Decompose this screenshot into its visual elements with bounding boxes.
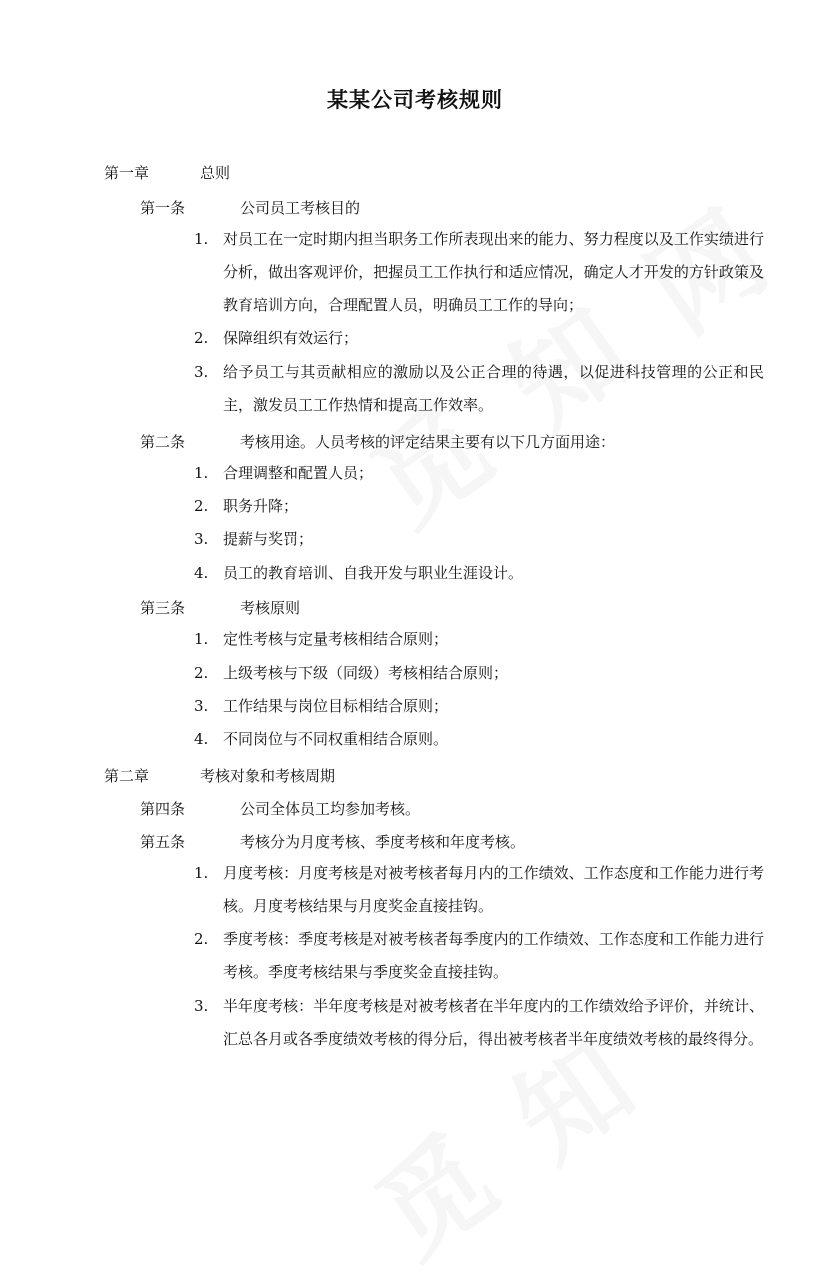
list-item — [194, 322, 764, 355]
item-number: 3. — [194, 530, 209, 548]
list-item — [194, 657, 764, 690]
article-heading — [140, 831, 525, 852]
list-item — [194, 990, 764, 1056]
article-label: 第二条 — [140, 433, 186, 451]
article-heading — [140, 197, 360, 218]
item-text: 保障组织有效运行； — [223, 329, 359, 347]
item-text: 月度考核：月度考核是对被考核者每月内的工作绩效、工作态度和工作能力进行考核。月度考核结果与月度奖金直接挂钩。 — [223, 864, 764, 915]
item-number: 1. — [194, 464, 209, 482]
list-item — [194, 690, 764, 723]
article-label: 第三条 — [140, 599, 186, 617]
item-number: 3. — [194, 363, 209, 381]
article-label: 第五条 — [140, 833, 186, 851]
article-label: 第一条 — [140, 199, 186, 217]
item-text: 员工的教育培训、自我开发与职业生涯设计。 — [223, 564, 524, 582]
item-text: 不同岗位与不同权重相结合原则。 — [223, 730, 449, 748]
item-number: 1. — [194, 630, 209, 648]
list-item — [194, 223, 764, 322]
item-text: 对员工在一定时期内担当职务工作所表现出来的能力、努力程度以及工作实绩进行分析，做出客观评价，把握员工工作执行和适应情况，确定人才开发的方针政策及教育培训方向，合理配置人员，明确员工工作的导向； — [223, 230, 764, 314]
chapter-title: 总则 — [200, 164, 231, 182]
list-item — [194, 557, 764, 590]
item-number: 4. — [194, 564, 209, 582]
article-text: 考核原则 — [240, 599, 301, 617]
item-text: 职务升降； — [223, 497, 299, 515]
list-item — [194, 857, 764, 923]
list-item — [194, 356, 764, 422]
item-number: 2. — [194, 664, 209, 682]
item-number: 2. — [194, 329, 209, 347]
item-text: 定性考核与定量考核相结合原则； — [223, 630, 449, 648]
list-item — [194, 490, 764, 523]
list-item — [194, 623, 764, 656]
list-item — [194, 457, 764, 490]
article-heading — [140, 798, 420, 819]
item-text: 合理调整和配置人员； — [223, 464, 374, 482]
chapter-title: 考核对象和考核周期 — [200, 767, 336, 785]
article-label: 第四条 — [140, 800, 186, 818]
item-text: 半年度考核：半年度考核是对被考核者在半年度内的工作绩效给予评价，并统计、汇总各月或各季度绩效考核的得分后，得出被考核者半年度绩效考核的最终得分。 — [223, 997, 764, 1048]
item-number: 1. — [194, 864, 209, 882]
item-text: 上级考核与下级（同级）考核相结合原则； — [223, 664, 509, 682]
item-text: 工作结果与岗位目标相结合原则； — [223, 697, 449, 715]
item-number: 3. — [194, 997, 209, 1015]
article-text: 公司全体员工均参加考核。 — [240, 800, 421, 818]
article-text: 考核用途。人员考核的评定结果主要有以下几方面用途： — [240, 433, 616, 451]
article-text: 公司员工考核目的 — [240, 199, 361, 217]
item-number: 2. — [194, 930, 209, 948]
article-heading — [140, 597, 300, 618]
article-text: 考核分为月度考核、季度考核和年度考核。 — [240, 833, 526, 851]
item-number: 1. — [194, 230, 209, 248]
item-text: 给予员工与其贡献相应的激励以及公正合理的待遇，以促进科技管理的公正和民主，激发员工工作热情和提高工作效率。 — [223, 363, 764, 414]
item-text: 季度考核：季度考核是对被考核者每季度内的工作绩效、工作态度和工作能力进行考核。季度考核结果与季度奖金直接挂钩。 — [223, 930, 764, 981]
chapter-heading — [104, 765, 335, 786]
item-text: 提薪与奖罚； — [223, 530, 314, 548]
item-number: 4. — [194, 730, 209, 748]
chapter-label: 第二章 — [104, 767, 150, 785]
list-item — [194, 523, 764, 556]
chapter-heading — [104, 162, 230, 183]
page-title: 某某公司考核规则 — [327, 88, 503, 112]
chapter-label: 第一章 — [104, 164, 150, 182]
item-number: 3. — [194, 697, 209, 715]
list-item — [194, 923, 764, 989]
list-item — [194, 723, 764, 756]
article-heading — [140, 431, 615, 452]
item-number: 2. — [194, 497, 209, 515]
